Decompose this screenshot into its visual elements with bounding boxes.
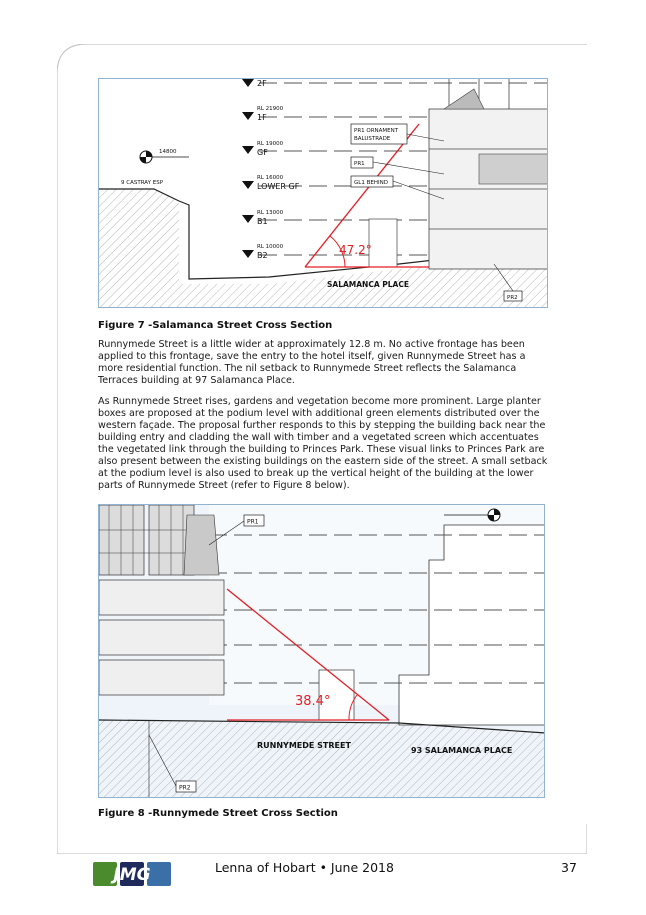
angle-label-38: 38.4°	[295, 694, 331, 709]
level-b2-rl: RL 10000	[257, 244, 284, 250]
level-b1-name: B1	[257, 217, 268, 226]
figure-8-runnymede-cross-section	[98, 504, 545, 798]
level-b2-name: B2	[257, 251, 268, 260]
figure-8-caption: Figure 8 -Runnymede Street Cross Section	[98, 808, 338, 819]
paragraph-runnymede-width: Runnymede Street is a little wider at approximately 12.8 m. No active frontage has been applied to this frontage, save the entry to the hotel itself, given Runnymede Street has a more residential function. The nil setback to Runnymede Street reflects the Salamanca Terraces building at 97 Salamanca Place.	[98, 339, 526, 386]
callout-balustrade-line2: BALUSTRADE	[354, 136, 391, 142]
level-1f-rl: RL 21900	[257, 106, 284, 112]
datum-label: 9 CASTRAY ESP	[121, 180, 164, 186]
callout-gl1: GL1 BEHIND	[354, 180, 388, 186]
salamanca-place-label: SALAMANCA PLACE	[327, 280, 409, 289]
figure-7-caption: Figure 7 -Salamanca Street Cross Section	[98, 320, 333, 331]
figure-7-salamanca-cross-section	[98, 78, 548, 308]
logo-text: JMG	[113, 865, 151, 885]
runnymede-street-label: RUNNYMEDE STREET	[257, 741, 351, 750]
angle-label-47: 47.2°	[339, 243, 372, 257]
figure-8-drawing	[99, 505, 545, 798]
level-lowergf-name: LOWER GF	[257, 182, 300, 191]
level-2f-name: 2F	[257, 79, 267, 88]
paragraph-runnymede-vegetation: As Runnymede Street rises, gardens and vegetation become more prominent. Large planter boxes are proposed at the podium level with additional green elements distributed over the western façade. The proposal further responds to this by stepping the building back near the building entry and cladding the wall with timber and a vegetated screen which accentuates the vegetated link through the building to Princes Park. These visual links to Princes Park are also present between the existing buildings on the eastern side of the street. A small setback at the podium level is also used to break up the vertical height of the building at the lower parts of Runnymede Street (refer to Figure 8 below).	[98, 396, 548, 491]
figure-7-drawing	[99, 79, 548, 308]
level-gf-name: GF	[257, 148, 268, 157]
datum-value: 14800	[159, 149, 177, 155]
callout-pr1-fig8: PR1	[247, 518, 259, 526]
callout-balustrade-line1: PR1 ORNAMENT	[354, 128, 399, 134]
level-b1-rl: RL 13000	[257, 210, 284, 216]
callout-pr2: PR2	[507, 295, 518, 301]
page-number: 37	[561, 860, 577, 875]
jmg-logo	[93, 862, 171, 886]
level-1f-name: 1F	[257, 113, 267, 122]
level-gf-rl: RL 19000	[257, 141, 284, 147]
level-lowergf-rl: RL 16000	[257, 175, 284, 181]
93-salamanca-place-label: 93 SALAMANCA PLACE	[411, 746, 513, 755]
footer-title: Lenna of Hobart • June 2018	[215, 860, 394, 875]
callout-pr2-fig8: PR2	[179, 784, 191, 792]
callout-pr1: PR1	[354, 161, 365, 167]
